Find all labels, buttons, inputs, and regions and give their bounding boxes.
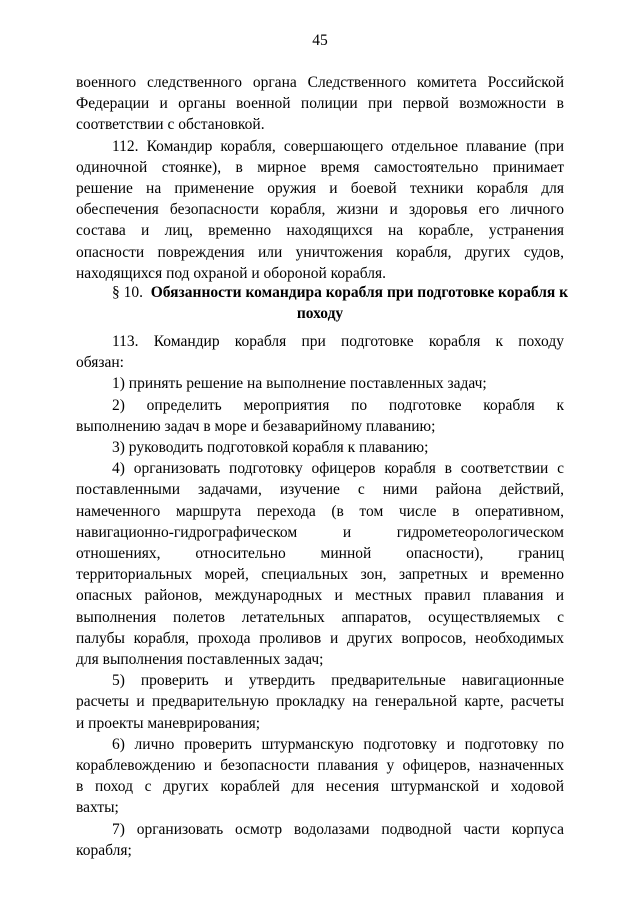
text-line: 2) определить мероприятия по подготовке корабля к (112, 396, 564, 414)
text-line: обязан: (76, 354, 124, 372)
page-number: 45 (312, 32, 328, 49)
text-line: отношениях, относительно минной опасности), границ (76, 544, 564, 562)
text-line: 7) организовать осмотр водолазами подводной части корпуса (112, 820, 564, 838)
text-line: соответствии с обстановкой. (76, 116, 265, 134)
text-line: Федерации и органы военной полиции при первой возможности в (76, 95, 564, 113)
list-item (76, 395, 564, 437)
text-line: военного следственного органа Следственного комитета Российской (76, 74, 564, 91)
text-line: опасности повреждения или уничтожения корабля, других судов, (76, 243, 564, 261)
list-item (76, 373, 564, 394)
text-line: находящихся под охраной и обороной корабля. (76, 264, 387, 282)
text-line: палубы корабля, прохода проливов и других вопросов, необходимых (76, 629, 564, 647)
text-line: вахты; (76, 799, 119, 817)
text-line: решение на применение оружия и боевой техники корабля для (76, 179, 564, 197)
text-line: выполнению задач в море и безаварийному плаванию; (76, 417, 436, 435)
text-line: в поход с других кораблей для несения штурманской и ходовой (76, 778, 564, 796)
paragraph-112 (76, 136, 564, 284)
text-line: обеспечения безопасности корабля, жизни и здоровья его личного (76, 201, 564, 219)
text-line: 6) лично проверить штурманскую подготовку и подготовку по (112, 735, 564, 753)
text-line: навигационно-гидрографическом и гидрометеорологическом (76, 523, 564, 541)
text-line: намеченного маршрута перехода (в том числе в оперативном, (76, 502, 564, 520)
paragraph-continuation (76, 72, 564, 136)
list-item (76, 437, 564, 458)
list-item (76, 734, 564, 819)
text-line: расчеты и предварительную прокладку на генеральной карте, расчеты (76, 693, 564, 711)
heading-line (76, 282, 569, 303)
text-line: опасных районов, международных и местных правил плавания и (76, 587, 564, 605)
section-heading (76, 282, 569, 324)
text-line: 4) организовать подготовку офицеров корабля в соответствии с (112, 460, 564, 478)
text-line: и проекты маневрирования; (76, 714, 261, 732)
text-line: территориальных морей, специальных зон, запретных и временно (76, 566, 564, 584)
section-number: § 10. (112, 284, 143, 301)
heading-line: походу (296, 305, 344, 323)
text-line: 1) принять решение на выполнение поставленных задач; (112, 375, 487, 393)
text-line: 112. Командир корабля, совершающего отдельное плавание (при (112, 137, 564, 155)
text-line: 3) руководить подготовкой корабля к плаванию; (112, 439, 429, 456)
text-line: одиночной стоянке), в мирное время самостоятельно принимает (76, 158, 564, 176)
text-line: выполнения полетов летательных аппаратов, осуществляемых с (76, 608, 564, 626)
text-line: 5) проверить и утвердить предварительные навигационные (112, 672, 564, 690)
paragraph-113 (76, 331, 564, 373)
list-item (76, 458, 564, 670)
text-line: для выполнения поставленных задач; (76, 650, 324, 668)
text-line: состава и лиц, временно находящихся на корабле, устранения (76, 222, 564, 240)
text-line: корабля; (76, 841, 132, 859)
list-item (76, 670, 564, 734)
text-line: 113. Командир корабля при подготовке корабля к походу (112, 333, 564, 350)
text-line: поставленными задачами, изучение с ними района действий, (76, 481, 564, 499)
section-title: Обязанности командира корабля при подготовке корабля к (150, 284, 569, 301)
list-item (76, 819, 564, 861)
text-line: кораблевождению и безопасности плавания у офицеров, назначенных (76, 756, 564, 774)
